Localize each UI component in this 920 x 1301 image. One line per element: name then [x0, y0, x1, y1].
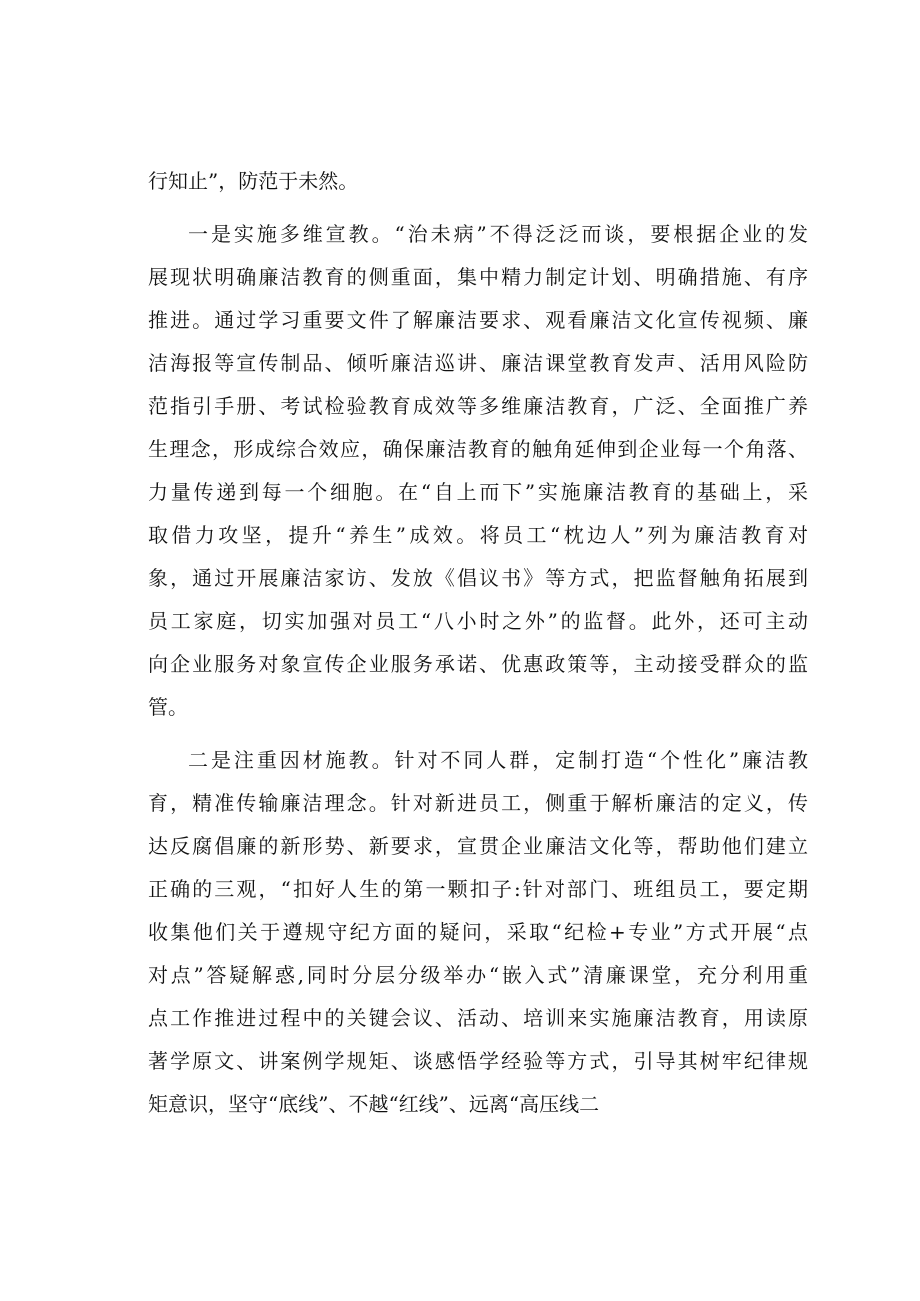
text-line: 一是实施多维宣教。“治未病”不得泛泛而谈，要根据企业的发 — [188, 222, 808, 246]
text-line: 洁海报等宣传制品、倾听廉洁巡讲、廉洁课堂教育发声、活用风险防 — [148, 351, 808, 375]
paragraph-continuation — [148, 160, 808, 203]
text-line: 推进。通过学习重要文件了解廉洁要求、观看廉洁文化宣传视频、廉 — [148, 308, 808, 332]
text-line: 力量传递到每一个细胞。在“自上而下”实施廉洁教育的基础上，采 — [148, 480, 808, 504]
paragraph-multi-dimensional-education — [148, 213, 808, 729]
paragraph-tailored-education — [148, 739, 808, 1126]
text-line: 生理念，形成综合效应，确保廉洁教育的触角延伸到企业每一个角落、 — [148, 437, 808, 461]
text-line: 行知止”，防范于未然。 — [148, 169, 359, 193]
text-line: 育，精准传输廉洁理念。针对新进员工，侧重于解析廉洁的定义，传 — [148, 791, 808, 815]
text-line: 对点”答疑解惑,同时分层分级举办“嵌入式”清廉课堂，充分利用重 — [148, 963, 808, 987]
text-line: 展现状明确廉洁教育的侧重面，集中精力制定计划、明确措施、有序 — [148, 265, 808, 289]
text-line: 著学原文、讲案例学规矩、谈感悟学经验等方式，引导其树牢纪律规 — [148, 1049, 808, 1073]
text-line: 范指引手册、考试检验教育成效等多维廉洁教育，广泛、全面推广养 — [148, 394, 808, 418]
text-line: 向企业服务对象宣传企业服务承诺、优惠政策等，主动接受群众的监 — [148, 652, 808, 676]
text-line: 员工家庭，切实加强对员工“八小时之外”的监督。此外，还可主动 — [148, 609, 808, 633]
text-line: 点工作推进过程中的关键会议、活动、培训来实施廉洁教育，用读原 — [148, 1006, 808, 1030]
paragraph-gap — [148, 729, 808, 739]
text-line: 二是注重因材施教。针对不同人群，定制打造“个性化”廉洁教 — [188, 748, 808, 772]
text-line: 管。 — [148, 695, 188, 719]
text-line: 象，通过开展廉洁家访、发放《倡议书》等方式，把监督触角拓展到 — [148, 566, 808, 590]
document-body — [148, 160, 808, 1126]
text-line: 达反腐倡廉的新形势、新要求，宣贯企业廉洁文化等，帮助他们建立 — [148, 834, 808, 858]
text-line: 正确的三观，“扣好人生的第一颗扣子:针对部门、班组员工，要定期 — [148, 877, 808, 901]
paragraph-gap — [148, 203, 808, 213]
text-line: 矩意识，坚守“底线”、不越“红线”、远离“高压线二 — [148, 1092, 600, 1116]
text-line: 收集他们关于遵规守纪方面的疑问，采取“纪检+专业”方式开展“点 — [148, 920, 808, 944]
text-line: 取借力攻坚，提升“养生”成效。将员工“枕边人”列为廉洁教育对 — [148, 523, 808, 547]
